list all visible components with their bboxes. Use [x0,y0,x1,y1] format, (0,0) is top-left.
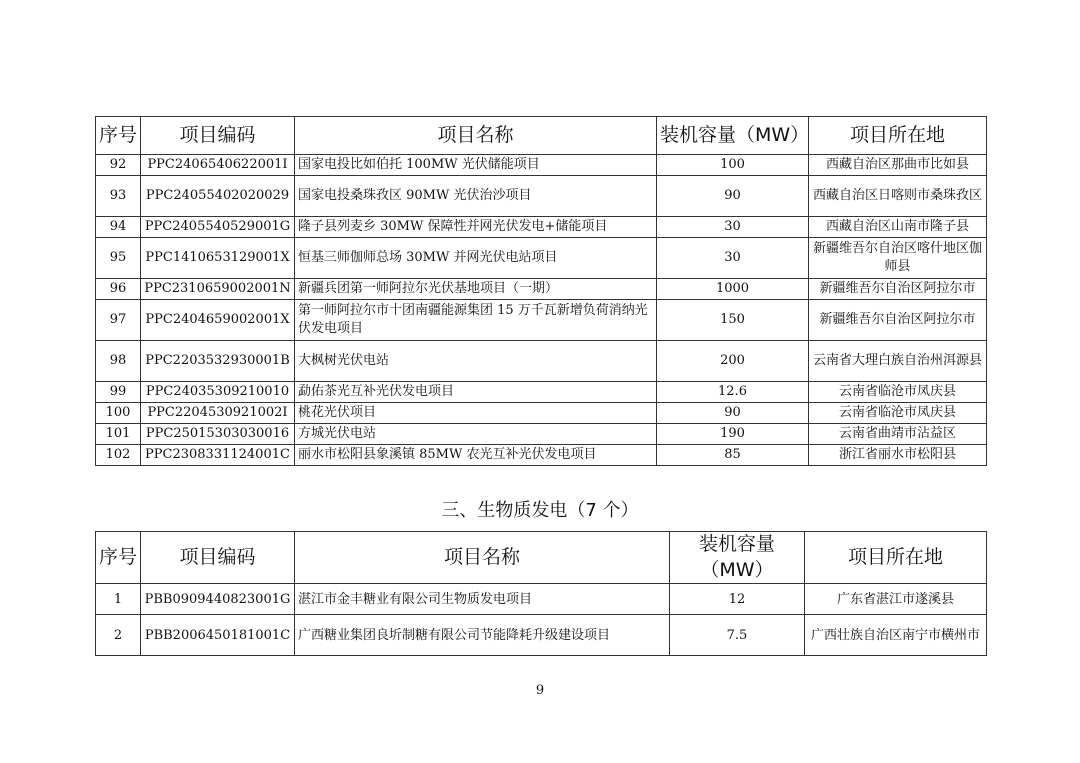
cell-index: 93 [96,176,141,217]
header-capacity: 装机容量（MW） [670,532,805,584]
cell-code: PPC24035309210010 [141,382,295,403]
cell-capacity: 30 [657,238,809,279]
cell-capacity: 90 [657,176,809,217]
cell-code: PBB2006450181001C [141,615,295,656]
cell-name: 隆子县列麦乡 30MW 保障性并网光伏发电+储能项目 [295,217,657,238]
solar-projects-table [95,116,987,466]
cell-name: 新疆兵团第一师阿拉尔光伏基地项目（一期） [295,279,657,300]
cell-index: 94 [96,217,141,238]
cell-location: 西藏自治区日喀则市桑珠孜区 [809,176,987,217]
cell-name: 国家电投比如伯托 100MW 光伏储能项目 [295,155,657,176]
cell-capacity: 85 [657,445,809,466]
cell-code: PPC25015303030016 [141,424,295,445]
cell-capacity: 200 [657,341,809,382]
table-header-row [96,532,987,584]
cell-code: PPC2308331124001C [141,445,295,466]
cell-location: 广东省湛江市遂溪县 [805,584,987,615]
table-row [96,155,987,176]
table-row [96,424,987,445]
cell-location: 浙江省丽水市松阳县 [809,445,987,466]
header-index: 序号 [96,532,141,584]
cell-index: 1 [96,584,141,615]
table-row [96,584,987,615]
cell-code: PPC2204530921002I [141,403,295,424]
cell-capacity: 1000 [657,279,809,300]
header-code: 项目编码 [141,117,295,155]
cell-location: 新疆维吾尔自治区阿拉尔市 [809,279,987,300]
table-row [96,300,987,341]
cell-location: 云南省大理白族自治州洱源县 [809,341,987,382]
table-row [96,403,987,424]
section-title: 三、生物质发电（7 个） [441,500,639,521]
cell-index: 96 [96,279,141,300]
cell-code: PPC24055402020029 [141,176,295,217]
cell-index: 97 [96,300,141,341]
cell-index: 98 [96,341,141,382]
cell-capacity: 90 [657,403,809,424]
cell-capacity: 30 [657,217,809,238]
biomass-projects-table [95,531,987,656]
cell-code: PPC2310659002001N [141,279,295,300]
cell-name: 方城光伏电站 [295,424,657,445]
cell-name: 国家电投桑珠孜区 90MW 光伏治沙项目 [295,176,657,217]
cell-name: 勐佑茶光互补光伏发电项目 [295,382,657,403]
cell-name: 桃花光伏项目 [295,403,657,424]
cell-location: 云南省临沧市凤庆县 [809,403,987,424]
header-name: 项目名称 [295,532,670,584]
cell-location: 广西壮族自治区南宁市横州市 [805,615,987,656]
cell-code: PPC2405540529001G [141,217,295,238]
cell-index: 2 [96,615,141,656]
cell-location: 新疆维吾尔自治区喀什地区伽师县 [809,238,987,279]
table-row [96,279,987,300]
cell-code: PBB0909440823001G [141,584,295,615]
table-header-row [96,117,987,155]
cell-index: 100 [96,403,141,424]
cell-location: 新疆维吾尔自治区阿拉尔市 [809,300,987,341]
cell-code: PPC2404659002001X [141,300,295,341]
header-index: 序号 [96,117,141,155]
cell-index: 102 [96,445,141,466]
cell-name: 广西糖业集团良圻制糖有限公司节能降耗升级建设项目 [295,615,670,656]
header-name: 项目名称 [295,117,657,155]
header-location: 项目所在地 [809,117,987,155]
header-capacity: 装机容量（MW） [657,117,809,155]
cell-name: 大枫树光伏电站 [295,341,657,382]
table-row [96,176,987,217]
table-row [96,341,987,382]
cell-capacity: 190 [657,424,809,445]
table-row [96,445,987,466]
cell-name: 恒基三师伽师总场 30MW 并网光伏电站项目 [295,238,657,279]
cell-capacity: 100 [657,155,809,176]
cell-index: 99 [96,382,141,403]
cell-name: 丽水市松阳县象溪镇 85MW 农光互补光伏发电项目 [295,445,657,466]
cell-capacity: 150 [657,300,809,341]
cell-location: 西藏自治区那曲市比如县 [809,155,987,176]
cell-code: PPC1410653129001X [141,238,295,279]
cell-name: 湛江市金丰糖业有限公司生物质发电项目 [295,584,670,615]
table-row [96,382,987,403]
table-row [96,615,987,656]
header-code: 项目编码 [141,532,295,584]
cell-capacity: 12.6 [657,382,809,403]
cell-capacity: 12 [670,584,805,615]
cell-name: 第一师阿拉尔市十团南疆能源集团 15 万千瓦新增负荷消纳光伏发电项目 [295,300,657,341]
table-row [96,217,987,238]
cell-index: 92 [96,155,141,176]
cell-code: PPC2203532930001B [141,341,295,382]
cell-code: PPC2406540622001I [141,155,295,176]
cell-index: 101 [96,424,141,445]
cell-index: 95 [96,238,141,279]
cell-capacity: 7.5 [670,615,805,656]
page-number: 9 [535,683,545,698]
header-location: 项目所在地 [805,532,987,584]
cell-location: 云南省曲靖市沾益区 [809,424,987,445]
table-row [96,238,987,279]
cell-location: 西藏自治区山南市隆子县 [809,217,987,238]
cell-location: 云南省临沧市凤庆县 [809,382,987,403]
